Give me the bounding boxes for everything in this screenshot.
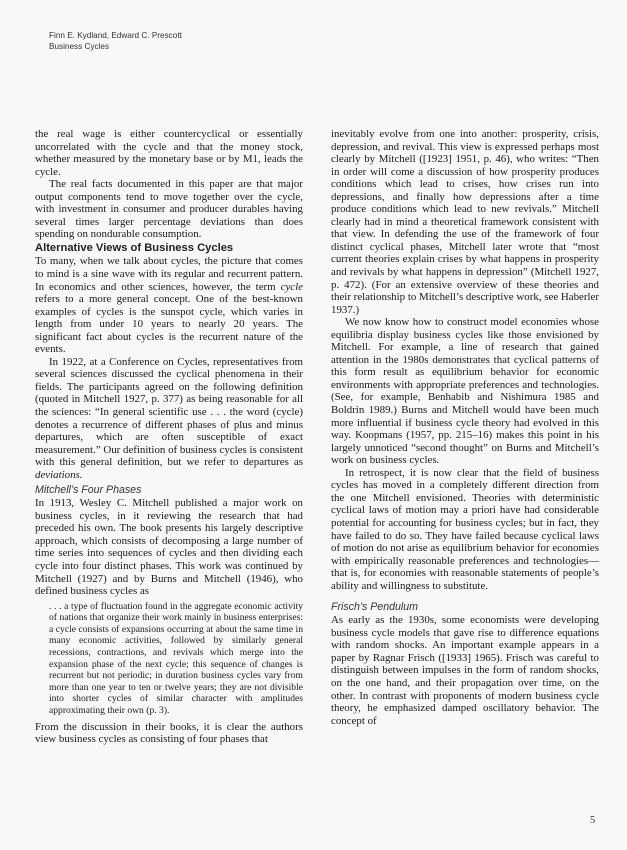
paragraph xyxy=(35,356,303,481)
paragraph: From the discussion in their books, it is clear the authors view business cycles as consisting of four phases that xyxy=(35,720,303,746)
italic-term: cycle xyxy=(280,280,303,293)
left-column xyxy=(35,128,303,746)
running-head-title: Business Cycles xyxy=(49,41,110,51)
paragraph xyxy=(35,255,303,355)
text-run: refers to a more general concept. One of the best-known examples of cycles is the sunspot cycle, which varies in length from under 10 years to nearly 20 years. The significant fact about cycles is the recurrent nature of the events. xyxy=(35,293,303,356)
paragraph: As early as the 1930s, some economists were developing business cycle models that gave rise to difference equations with random shocks. An important example appears in a paper by Ragnar Frisch ([1933] 1965). Frisch was careful to distinguish between impulses in the form of random shocks, on the one hand, and their propagation over time, on the other. In contrast with proponents of modern business cycle theory, he emphasized damped oscillatory behavior. The concept of xyxy=(331,614,599,727)
block-quote: . . . a type of fluctuation found in the aggregate economic activity of nations that organize their work mainly in business enterprises: a cycle consists of expansions occurring at about the same time in many economic activities, followed by similarly general recessions, contractions, and revivals which merge into the expansion phase of the next cycle; this sequence of changes is recurrent but not periodic; in duration business cycles vary from more than one year to ten or twelve years; they are not divisible into shorter cycles of similar character with amplitudes approximating their own (p. 3). xyxy=(49,600,303,716)
page-number: 5 xyxy=(590,815,596,826)
text-run: To many, when we talk about cycles, the picture that comes to mind is a sine wave with its regular and recurrent pattern. In economics and other sciences, however, the term xyxy=(35,255,303,293)
paragraph: The real facts documented in this paper are that major output components tend to move together over the cycle, with investment in consumer and producer durables having several times larger percentage deviations than does spending on nondurable consumption. xyxy=(35,178,303,241)
paragraph: the real wage is either countercyclical or essentially uncorrelated with the cycle and that the money stock, whether measured by the monetary base or by M1, leads the cycle. xyxy=(35,128,303,178)
paragraph: In retrospect, it is now clear that the field of business cycles has moved in a completely different direction from the one Mitchell envisioned. Theories with deterministic cyclical laws of motion may a priori have had considerable potential for accounting for business cycles; but in fact, they have failed to do so. They have failed because cyclical laws of motion do not arise as equilibrium behavior for economies with empirically reasonable preferences and technologies—that is, for economies with reasonable statements of people’s ability and willingness to substitute. xyxy=(331,466,599,592)
running-head-authors: Finn E. Kydland, Edward C. Prescott xyxy=(49,31,182,40)
subsection-heading: Mitchell’s Four Phases xyxy=(35,484,142,497)
paragraph: inevitably evolve from one into another: prosperity, crisis, depression, and revival. This view is expressed perhaps most clearly by Mitchell ([1923] 1951, p. 46), who writes: “Then in order will come a discussion of how prosperity produces conditions which lead to crises, how crises run into depressions, and finally how depressions after a time produce conditions which lead to new revivals.” Mitchell clearly had in mind a theoretical framework consistent with that view. In defending the use of the framework of four distinct cyclical phases, Mitchell later wrote that “most current theories explain crises by what happens in prosperity and revivals by what happens in depression” (Mitchell 1927, p. 472). (For an extensive overview of these theories and their relationship to Mitchell’s descriptive work, see Haberler 1937.) xyxy=(331,128,599,316)
paragraph: We now know how to construct model economies whose equilibria display business cycles like those envisioned by Mitchell. For example, a line of research that gained attention in the 1980s demonstrates that cyclical patterns of this form result as equilibrium behavior for economic environments with appropriate preferences and technologies. (See, for example, Benhabib and Nishimura 1985 and Boldrin 1989.) Burns and Mitchell would have been much more influential if business cycle theory had evolved in this way. Koopmans (1957, pp. 215–16) makes this point in his largely unnoticed “second thought” on Burns and Mitchell’s work on business cycles. xyxy=(331,316,599,467)
right-column xyxy=(331,128,599,727)
text-run: In 1922, at a Conference on Cycles, representatives from several sciences discussed the cyclical phenomena in their fields. The participants agreed on the following definition (quoted in Mitchell 1927, p. 377) as being reasonable for all the sciences: “In general scientific use . . . the word (cycle) denotes a recurrence of different phases of plus and minus departures, which are often susceptible of exact measurement.” Our definition of business cycles is consistent with this general definition, but we refer to departures as xyxy=(35,355,303,469)
italic-term: deviations. xyxy=(35,468,83,481)
section-heading: Alternative Views of Business Cycles xyxy=(35,241,234,254)
subsection-heading: Frisch’s Pendulum xyxy=(331,601,418,614)
paragraph: In 1913, Wesley C. Mitchell published a major work on business cycles, in it reviewing the research that had preceded his own. The book presents his largely descriptive approach, which consists of decomposing a large number of time series into sequences of cycles and then dividing each cycle into four distinct phases. This work was continued by Mitchell (1927) and by Burns and Mitchell (1946), who defined business cycles as xyxy=(35,497,303,598)
running-head xyxy=(49,31,182,52)
